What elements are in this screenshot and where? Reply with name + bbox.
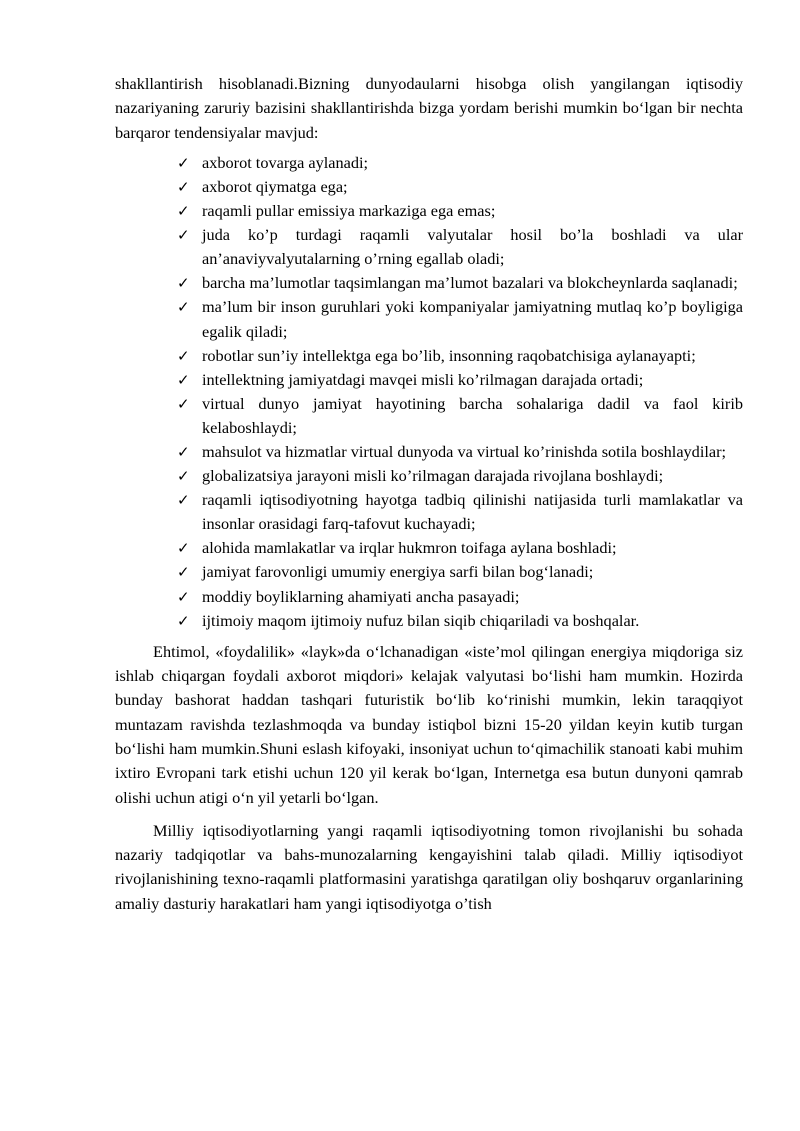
list-item <box>177 151 743 175</box>
list-item <box>177 295 743 343</box>
checkmark-icon: ✓ <box>177 177 190 196</box>
list-item-text: robotlar sun’iy intellektga ega bo’lib, insonning raqobatchisiga aylanayapti; <box>202 345 696 365</box>
intro-paragraph: shakllantirish hisoblanadi.Bizning dunyodaularni hisobga olish yangilangan iqtisodiy nazariyaning zaruriy bazisini shakllantirishda bizga yordam berishi mumkin bo‘lgan bir nechta barqaror tendensiyalar mavjud: <box>115 74 743 142</box>
paragraph-national-economy: Milliy iqtisodiyotlarning yangi raqamli iqtisodiyotning tomon rivojlanishi bu sohada nazariy tadqiqotlar va bahs-munozalarning kengayishini talab qiladi. Milliy iqtisodiyot rivojlanishining texno-raqamli platformasini yaratishga qaratilgan oliy boshqaruv organlarining amaliy dasturiy harakatlari ham yangi iqtisodiyotga o’tish <box>115 820 743 913</box>
list-item-text: ma’lum bir inson guruhlari yoki kompaniyalar jamiyatning mutlaq ko’p boyligiga egalik qiladi; <box>202 297 743 341</box>
list-item <box>177 223 743 271</box>
checkmark-icon: ✓ <box>177 467 190 486</box>
list-item-text: jamiyat farovonligi umumiy energiya sarfi bilan bog‘lanadi; <box>202 562 594 582</box>
checkmark-icon: ✓ <box>177 202 190 221</box>
list-item <box>177 440 743 464</box>
paragraph-gap <box>115 810 743 819</box>
list-item <box>177 464 743 488</box>
list-item <box>177 536 743 560</box>
checkmark-icon: ✓ <box>177 611 190 630</box>
list-item <box>177 175 743 199</box>
checkmark-icon: ✓ <box>177 226 190 245</box>
list-item <box>177 368 743 392</box>
list-item-text: juda ko’p turdagi raqamli valyutalar hosil bo’la boshladi va ular an’anaviyvalyutalarning o’rning egallab oladi; <box>202 225 743 269</box>
checkmark-icon: ✓ <box>177 370 190 389</box>
list-item-text: raqamli pullar emissiya markaziga ega emas; <box>202 201 496 221</box>
list-item-text: axborot tovarga aylanadi; <box>202 152 369 172</box>
tendency-list <box>115 151 743 633</box>
list-item-text: virtual dunyo jamiyat hayotining barcha sohalariga dadil va faol kirib kelaboshlaydi; <box>202 393 743 437</box>
list-item <box>177 392 743 440</box>
list-item <box>177 271 743 295</box>
checkmark-icon: ✓ <box>177 394 190 413</box>
checkmark-icon: ✓ <box>177 298 190 317</box>
list-item-text: raqamli iqtisodiyotning hayotga tadbiq qilinishi natijasida turli mamlakatlar va insonlar orasidagi farq-tafovut kuchayadi; <box>202 490 743 534</box>
list-item-text: intellektning jamiyatdagi mavqei misli ko’rilmagan darajada ortadi; <box>202 369 644 389</box>
checkmark-icon: ✓ <box>177 563 190 582</box>
paragraph-energy-currency: Ehtimol, «foydalilik» «layk»da o‘lchanadigan «iste’mol qilingan energiya miqdoriga siz ishlab chiqargan foydali axborot miqdori» kelajak valyutasi bo‘lishi ham mumkin. Hozirda bunday bashorat haddan tashqari futuristik bo‘lib ko‘rinishi mumkin, lekin taraqqiyot muntazam ravishda tezlashmoqda va bunday istiqbol bizni 15-20 yildan keyin kutib turgan bo‘lishi ham mumkin.Shuni eslash kifoyaki, insoniyat uchun to‘qimachilik stanoati kabi muhim ixtiro Evropani tark etishi uchun 120 yil kerak bo‘lgan, Internetga esa butun dunyoni qamrab olishi uchun atigi o‘n yil yetarli bo‘lgan. <box>115 641 743 807</box>
list-item <box>177 344 743 368</box>
list-item <box>177 609 743 633</box>
list-item-text: globalizatsiya jarayoni misli ko’rilmagan darajada rivojlana boshlaydi; <box>202 466 664 486</box>
list-item-text: barcha ma’lumotlar taqsimlangan ma’lumot bazalari va blokcheynlarda saqlanadi; <box>202 273 738 293</box>
checkmark-icon: ✓ <box>177 274 190 293</box>
checkmark-icon: ✓ <box>177 587 190 606</box>
checkmark-icon: ✓ <box>177 539 190 558</box>
checkmark-icon: ✓ <box>177 491 190 510</box>
list-item <box>177 560 743 584</box>
list-item <box>177 199 743 223</box>
list-item-text: ijtimoiy maqom ijtimoiy nufuz bilan siqib chiqariladi va boshqalar. <box>202 610 640 630</box>
document-page <box>115 72 743 916</box>
checkmark-icon: ✓ <box>177 153 190 172</box>
list-item-text: axborot qiymatga ega; <box>202 176 348 196</box>
checkmark-icon: ✓ <box>177 443 190 462</box>
list-item <box>177 585 743 609</box>
list-item <box>177 488 743 536</box>
list-item-text: mahsulot va hizmatlar virtual dunyoda va virtual ko’rinishda sotila boshlaydilar; <box>202 442 727 462</box>
checkmark-icon: ✓ <box>177 346 190 365</box>
list-item-text: alohida mamlakatlar va irqlar hukmron toifaga aylana boshladi; <box>202 538 617 558</box>
list-item-text: moddiy boyliklarning ahamiyati ancha pasayadi; <box>202 586 520 606</box>
